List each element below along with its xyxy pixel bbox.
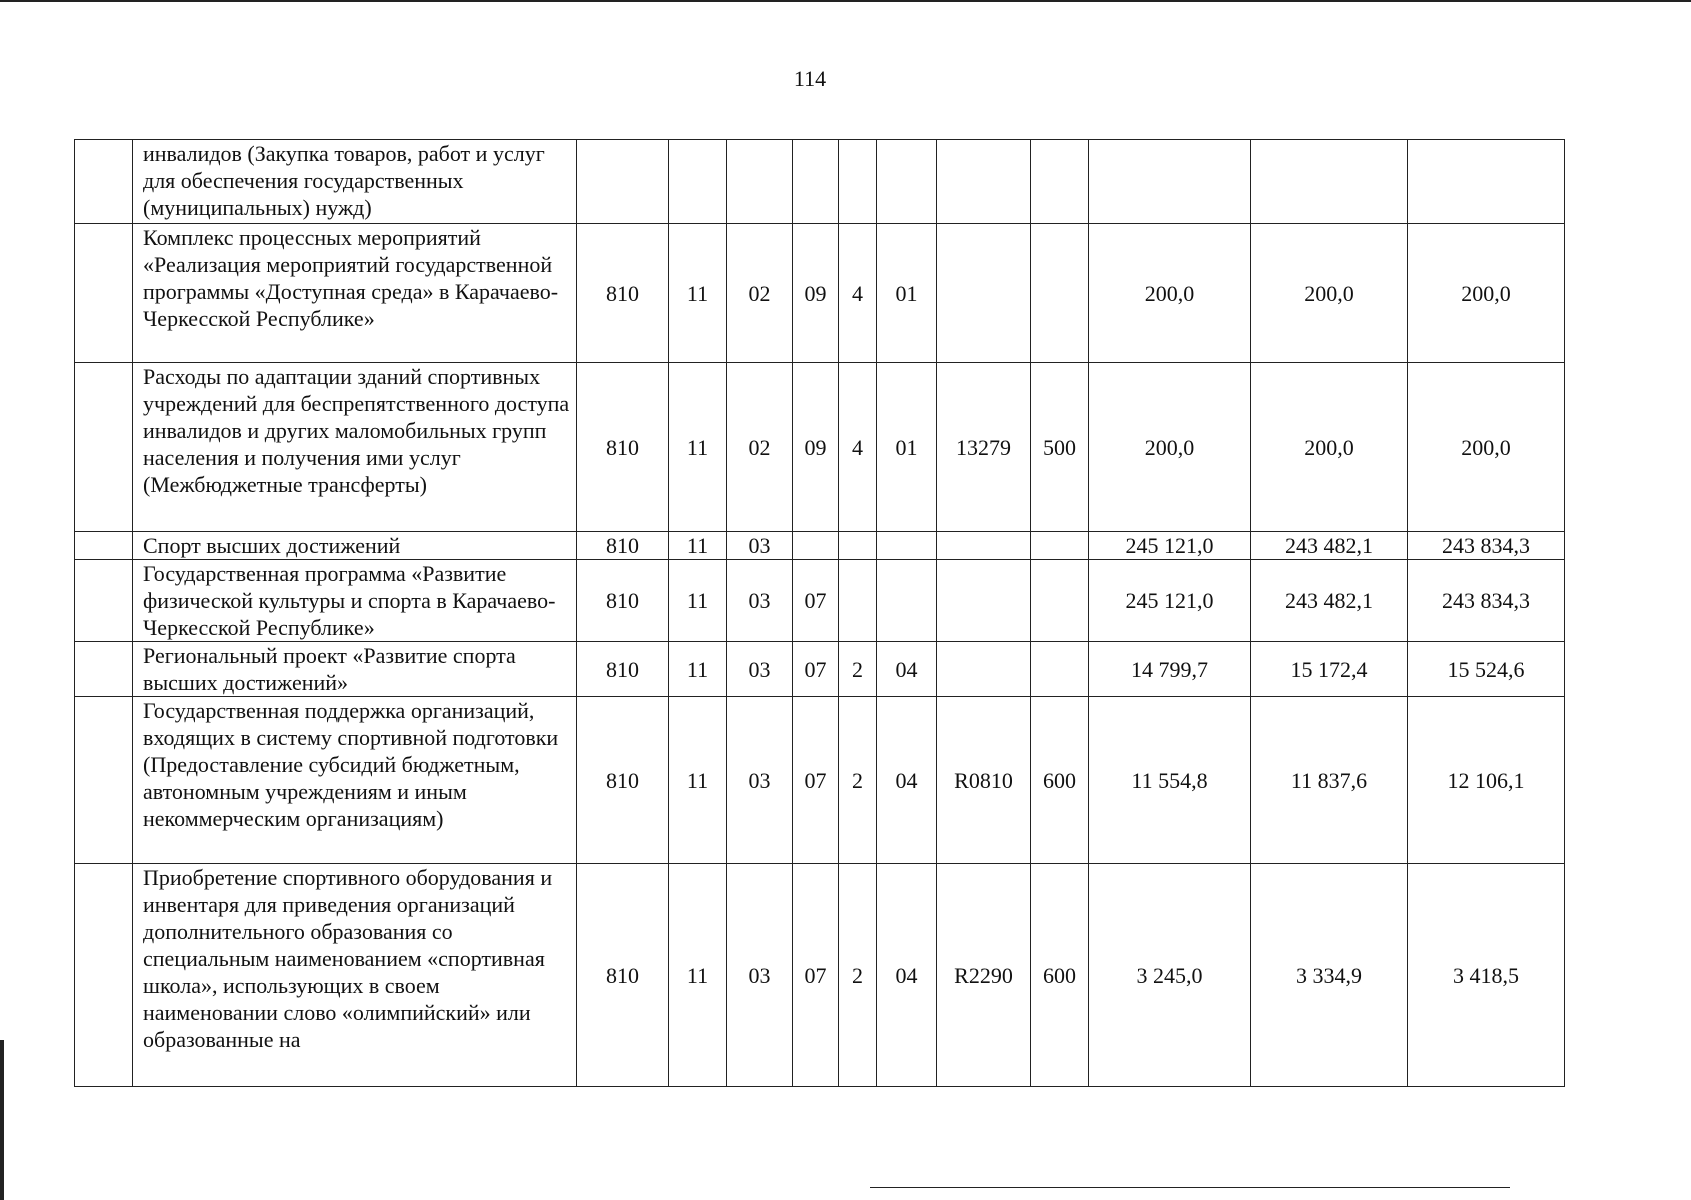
code-cs-program: 07 — [793, 560, 839, 642]
amount-year-3 — [1408, 140, 1565, 224]
table-row — [75, 560, 1565, 642]
code-gr: 810 — [577, 363, 669, 532]
code-rz: 11 — [669, 697, 727, 864]
code-cs-structural: 04 — [877, 864, 937, 1087]
code-cs-structural — [877, 560, 937, 642]
code-cs-direction — [937, 224, 1031, 363]
code-cs-direction — [937, 140, 1031, 224]
code-vr — [1031, 140, 1089, 224]
code-pr: 03 — [727, 697, 793, 864]
row-description: Государственная программа «Развитие физической культуры и спорта в Карачаево-Черкесской Республике» — [133, 560, 577, 642]
code-rz: 11 — [669, 363, 727, 532]
row-number-cell — [75, 864, 133, 1087]
amount-year-1: 245 121,0 — [1089, 560, 1251, 642]
code-vr — [1031, 532, 1089, 560]
row-number-cell — [75, 697, 133, 864]
row-description: инвалидов (Закупка товаров, работ и услуг для обеспечения государственных (муниципальных) нужд) — [133, 140, 577, 224]
code-gr: 810 — [577, 642, 669, 697]
amount-year-3: 200,0 — [1408, 363, 1565, 532]
code-cs-direction — [937, 532, 1031, 560]
amount-year-3: 243 834,3 — [1408, 532, 1565, 560]
table-row — [75, 363, 1565, 532]
amount-year-3: 12 106,1 — [1408, 697, 1565, 864]
scan-edge-left — [0, 1040, 4, 1200]
amount-year-2: 243 482,1 — [1251, 532, 1408, 560]
row-number-cell — [75, 140, 133, 224]
amount-year-2: 200,0 — [1251, 363, 1408, 532]
code-cs-structural: 04 — [877, 642, 937, 697]
code-cs-program: 07 — [793, 642, 839, 697]
code-cs-type: 2 — [839, 642, 877, 697]
code-cs-type — [839, 560, 877, 642]
row-number-cell — [75, 560, 133, 642]
code-rz: 11 — [669, 224, 727, 363]
row-number-cell — [75, 642, 133, 697]
code-rz: 11 — [669, 560, 727, 642]
amount-year-2: 243 482,1 — [1251, 560, 1408, 642]
code-pr: 03 — [727, 532, 793, 560]
code-cs-type: 2 — [839, 864, 877, 1087]
code-pr: 03 — [727, 864, 793, 1087]
code-cs-structural: 04 — [877, 697, 937, 864]
budget-table — [74, 139, 1565, 1087]
code-cs-type: 2 — [839, 697, 877, 864]
amount-year-2: 11 837,6 — [1251, 697, 1408, 864]
code-cs-program: 07 — [793, 697, 839, 864]
code-cs-program — [793, 532, 839, 560]
table-row — [75, 532, 1565, 560]
code-cs-structural: 01 — [877, 363, 937, 532]
table-row — [75, 864, 1565, 1087]
code-cs-structural: 01 — [877, 224, 937, 363]
code-vr: 600 — [1031, 864, 1089, 1087]
code-cs-direction: 13279 — [937, 363, 1031, 532]
amount-year-1: 200,0 — [1089, 363, 1251, 532]
code-vr — [1031, 224, 1089, 363]
code-gr: 810 — [577, 560, 669, 642]
row-number-cell — [75, 363, 133, 532]
row-description: Приобретение спортивного оборудования и инвентаря для приведения организаций дополнительного образования со специальным наименованием «спортивная школа», использующих в своем наименовании слово «олимпийский» или образованные на — [133, 864, 577, 1087]
table-row — [75, 224, 1565, 363]
amount-year-3: 15 524,6 — [1408, 642, 1565, 697]
code-cs-type — [839, 140, 877, 224]
amount-year-1 — [1089, 140, 1251, 224]
amount-year-1: 3 245,0 — [1089, 864, 1251, 1087]
table-row — [75, 642, 1565, 697]
code-pr: 02 — [727, 224, 793, 363]
row-description: Государственная поддержка организаций, входящих в систему спортивной подготовки (Предоставление субсидий бюджетным, автономным учреждениям и иным некоммерческим организациям) — [133, 697, 577, 864]
amount-year-1: 245 121,0 — [1089, 532, 1251, 560]
code-pr: 03 — [727, 642, 793, 697]
code-cs-program — [793, 140, 839, 224]
amount-year-2: 3 334,9 — [1251, 864, 1408, 1087]
amount-year-3: 3 418,5 — [1408, 864, 1565, 1087]
code-vr: 600 — [1031, 697, 1089, 864]
code-cs-type: 4 — [839, 224, 877, 363]
amount-year-1: 14 799,7 — [1089, 642, 1251, 697]
code-rz: 11 — [669, 642, 727, 697]
code-gr: 810 — [577, 864, 669, 1087]
code-cs-type: 4 — [839, 363, 877, 532]
code-vr: 500 — [1031, 363, 1089, 532]
amount-year-3: 200,0 — [1408, 224, 1565, 363]
row-description: Расходы по адаптации зданий спортивных учреждений для беспрепятственного доступа инвалидов и других маломобильных групп населения и получения ими услуг (Межбюджетные трансферты) — [133, 363, 577, 532]
row-description: Спорт высших достижений — [133, 532, 577, 560]
amount-year-2: 15 172,4 — [1251, 642, 1408, 697]
scan-edge-top — [0, 0, 1691, 2]
code-pr — [727, 140, 793, 224]
scan-edge-bottom — [870, 1187, 1510, 1188]
row-number-cell — [75, 224, 133, 363]
code-rz: 11 — [669, 532, 727, 560]
code-pr: 02 — [727, 363, 793, 532]
code-cs-program: 09 — [793, 363, 839, 532]
row-number-cell — [75, 532, 133, 560]
row-description: Региональный проект «Развитие спорта высших достижений» — [133, 642, 577, 697]
code-cs-structural — [877, 140, 937, 224]
table-row — [75, 697, 1565, 864]
amount-year-3: 243 834,3 — [1408, 560, 1565, 642]
row-description: Комплекс процессных мероприятий «Реализация мероприятий государственной программы «Доступная среда» в Карачаево-Черкесской Республике» — [133, 224, 577, 363]
code-cs-direction — [937, 642, 1031, 697]
code-gr: 810 — [577, 697, 669, 864]
code-rz — [669, 140, 727, 224]
code-vr — [1031, 560, 1089, 642]
code-gr — [577, 140, 669, 224]
code-cs-direction — [937, 560, 1031, 642]
amount-year-1: 11 554,8 — [1089, 697, 1251, 864]
code-cs-program: 09 — [793, 224, 839, 363]
code-rz: 11 — [669, 864, 727, 1087]
code-cs-direction: R0810 — [937, 697, 1031, 864]
code-cs-type — [839, 532, 877, 560]
code-cs-direction: R2290 — [937, 864, 1031, 1087]
code-gr: 810 — [577, 224, 669, 363]
amount-year-2 — [1251, 140, 1408, 224]
code-vr — [1031, 642, 1089, 697]
amount-year-1: 200,0 — [1089, 224, 1251, 363]
page-number: 114 — [793, 66, 827, 91]
code-gr: 810 — [577, 532, 669, 560]
code-pr: 03 — [727, 560, 793, 642]
code-cs-structural — [877, 532, 937, 560]
code-cs-program: 07 — [793, 864, 839, 1087]
amount-year-2: 200,0 — [1251, 224, 1408, 363]
table-row — [75, 140, 1565, 224]
